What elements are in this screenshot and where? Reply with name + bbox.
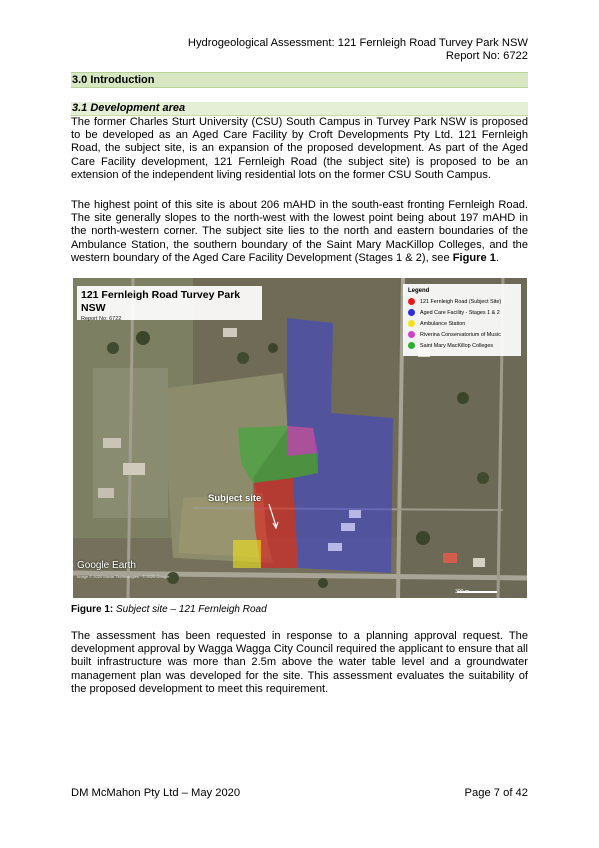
legend-label: 121 Fernleigh Road (Subject Site): [420, 298, 502, 305]
site-map-figure: [73, 278, 527, 598]
section-heading: 3.0 Introduction: [71, 72, 528, 88]
legend-label: Aged Care Facility - Stages 1 & 2: [420, 309, 500, 316]
map-title: 121 Fernleigh Road Turvey Park NSW: [81, 289, 241, 314]
paragraph-assessment-purpose: The assessment has been requested in response to a planning approval request. The development approval by Wagga Wagga City Council required the applicant to ensure that all built infrastructure was more than 2.5m above the water table level and a groundwater management plan was developed for the site. This assessment evaluates the suitability of the proposed development to meet this requirement.: [71, 630, 528, 695]
caption-text: Subject site – 121 Fernleigh Road: [116, 604, 267, 615]
caption-label: Figure 1:: [71, 604, 114, 615]
legend-item-subject-site: [408, 296, 516, 307]
map-report-number: Report No: 6722: [81, 316, 122, 322]
header-title: Hydrogeological Assessment: 121 Fernleigh Road Turvey Park NSW: [187, 37, 528, 49]
paragraph-end: .: [495, 251, 499, 264]
subject-site-label: Subject site: [208, 493, 262, 504]
legend-swatch-icon: [408, 309, 415, 316]
legend-title: Legend: [408, 288, 430, 294]
footer-company-date: DM McMahon Pty Ltd – May 2020: [71, 787, 241, 799]
google-earth-logo: Google Earth: [77, 560, 136, 571]
scale-label: 300 m: [455, 589, 469, 595]
figure-caption: [71, 604, 267, 616]
page-footer: [71, 787, 528, 799]
legend-label: Ambulance Station: [420, 320, 466, 327]
legend-swatch-icon: [408, 342, 415, 349]
running-header: [188, 37, 528, 63]
legend-item-aged-care: [408, 307, 516, 318]
map-title-box: [77, 286, 262, 320]
header-report-number: Report No: 6722: [445, 50, 528, 62]
footer-page-number: Page 7 of 42: [464, 787, 528, 799]
legend-swatch-icon: [408, 331, 415, 338]
figure-reference: Figure 1: [452, 251, 496, 264]
subsection-heading: 3.1 Development area: [71, 102, 528, 116]
legend-label: Saint Mary MacKillop Colleges: [420, 342, 494, 349]
map-legend: [403, 284, 521, 356]
paragraph-site-topography-text: The highest point of this site is about 206 mAHD in the south-east fronting Fernleigh Road. The site generally slopes to the north-west with the lowest point being about 197 mAHD in the north-western corner. The subject site lies to the north and eastern boundaries of the Ambulance Station, the southern boundary of the Saint Mary MacKillop Colleges, and the western boundary of the Aged Care Facility Development (Stages 1 & 2), see: [71, 199, 528, 264]
legend-swatch-icon: [408, 298, 415, 305]
imagery-credit: Image © 2020 Maxar Technologies · © 2020 Google: [77, 574, 170, 579]
legend-item-conservatorium: [408, 329, 516, 340]
legend-swatch-icon: [408, 320, 415, 327]
legend-item-ambulance: [408, 318, 516, 329]
legend-item-colleges: [408, 340, 516, 351]
legend-label: Riverina Conservatorium of Music: [420, 331, 501, 338]
paragraph-site-topography: [71, 199, 528, 265]
paragraph-development-area: The former Charles Sturt University (CSU) South Campus in Turvey Park NSW is proposed to be developed as an Aged Care Facility by Croft Developments Pty Ltd. 121 Fernleigh Road, the subject site, is an expansion of the proposed development. As part of the Aged Care Facility development, 121 Fernleigh Road (the subject site) is proposed to be an extension of the independent living residential lots on the former CSU South Campus.: [71, 116, 528, 181]
